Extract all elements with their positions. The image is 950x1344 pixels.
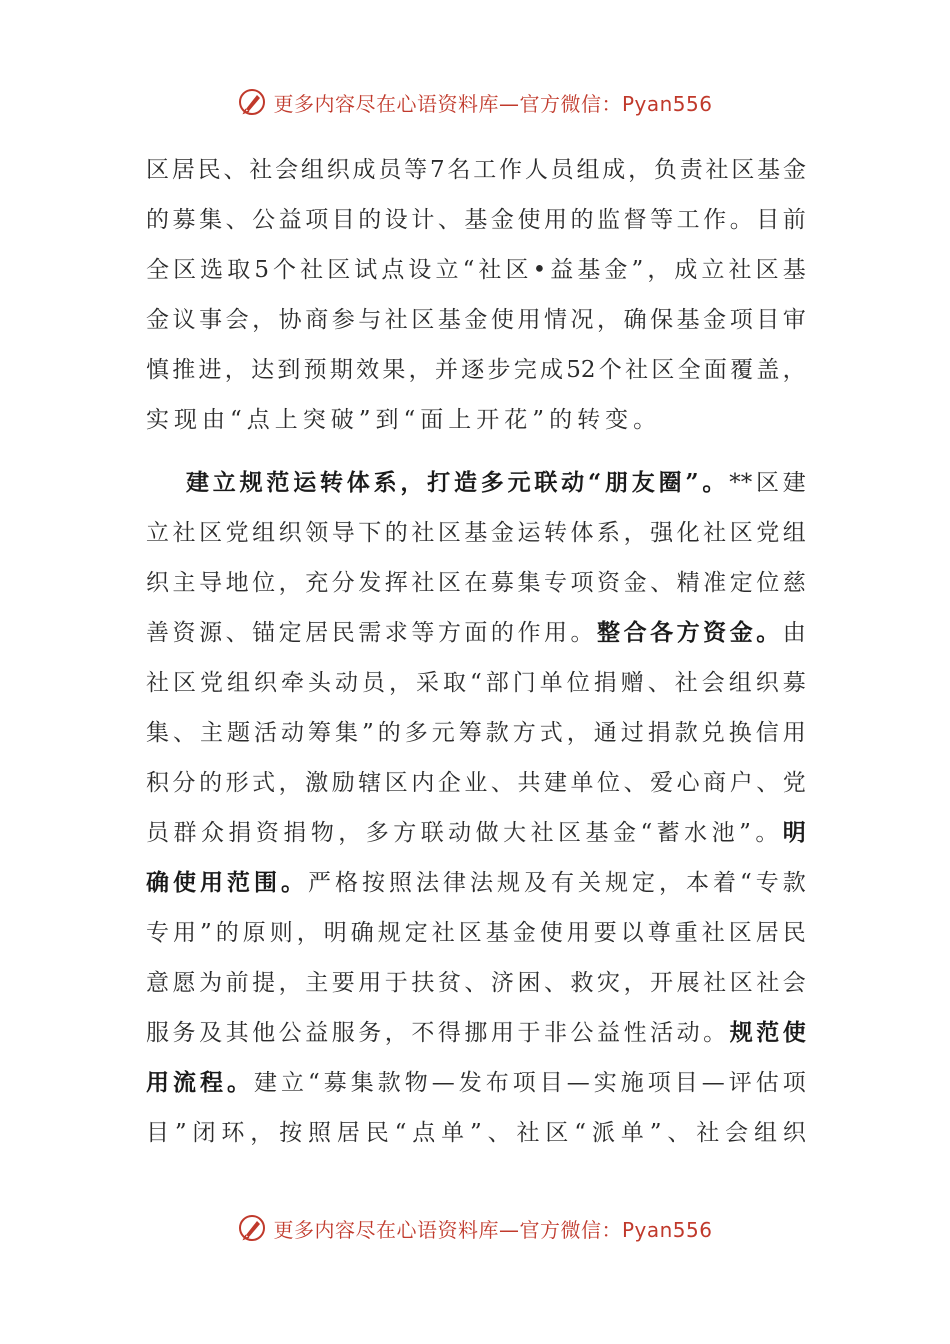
text-line: 慎 推 进 ， 达 到 预 期 效 果 ， 并 逐 步 完 成 52 个 社 区 全 面 覆 盖 ， xyxy=(146,357,806,383)
document-body xyxy=(146,145,806,1158)
text-line: 金 议 事 会 ， 协 商 参 与 社 区 基 金 使 用 情 况 ， 确 保 基 金 项 目 审 xyxy=(146,307,806,333)
text-line: 全 区 选 取 5 个 社 区 试 点 设 立 “ 社 区 • 益 基 金 ” ， 成 立 社 区 基 xyxy=(146,257,806,283)
text-line: 确 使 用 范 围 。 严 格 按 照 法 律 法 规 及 有 关 规 定 ， 本 着 “ 专 款 xyxy=(146,869,806,896)
text-line: 区 居 民 、 社 会 组 织 成 员 等 7 名 工 作 人 员 组 成 ， 负 责 社 区 基 金 xyxy=(146,157,806,183)
text-line: 织 主 导 地 位 ， 充 分 发 挥 社 区 在 募 集 专 项 资 金 、 精 准 定 位 慈 xyxy=(146,570,806,596)
banner-sub-text: —官方微信：Pyan556 xyxy=(498,1217,713,1242)
text-line: 员 群 众 捐 资 捐 物 ， 多 方 联 动 做 大 社 区 基 金 “ 蓄 水 池 ” 。 明 xyxy=(146,819,806,846)
text-line: 建 立 规 范 运 转 体 系 ， 打 造 多 元 联 动 “ 朋 友 圈 ” 。 ** 区 建 xyxy=(186,469,806,496)
text-line: 意 愿 为 前 提 ， 主 要 用 于 扶 贫 、 济 困 、 救 灾 ， 开 展 社 区 社 会 xyxy=(146,970,806,996)
text-line: 的 募 集 、 公 益 项 目 的 设 计 、 基 金 使 用 的 监 督 等 工 作 。 目 前 xyxy=(146,207,806,233)
banner-main-text: 更多内容尽在心语资料库 xyxy=(273,1217,499,1242)
footer-watermark-banner xyxy=(0,1208,950,1248)
text-line: 集 、 主 题 活 动 筹 集 ” 的 多 元 筹 款 方 式 ， 通 过 捐 款 兑 换 信 用 xyxy=(146,720,806,746)
text-line: 积 分 的 形 式 ， 激 励 辖 区 内 企 业 、 共 建 单 位 、 爱 心 商 户 、 党 xyxy=(146,770,806,796)
banner-sub-text: —官方微信：Pyan556 xyxy=(498,91,713,116)
text-line: 专 用 ” 的 原 则 ， 明 确 规 定 社 区 基 金 使 用 要 以 尊 重 社 区 居 民 xyxy=(146,920,806,946)
text-line: 善 资 源 、 锚 定 居 民 需 求 等 方 面 的 作 用 。 整 合 各 方 资 金 。 由 xyxy=(146,619,806,646)
banner-main-text: 更多内容尽在心语资料库 xyxy=(273,91,499,116)
paragraph-gap xyxy=(146,445,806,458)
text-line: 服 务 及 其 他 公 益 服 务 ， 不 得 挪 用 于 非 公 益 性 活 动 。 规 范 使 xyxy=(146,1019,806,1046)
header-watermark-banner xyxy=(0,82,950,122)
text-line: 立 社 区 党 组 织 领 导 下 的 社 区 基 金 运 转 体 系 ， 强 化 社 区 党 组 xyxy=(146,520,806,546)
text-line: 实 现 由 “ 点 上 突 破 ” 到 “ 面 上 开 花 ” 的 转 变 。 xyxy=(146,407,662,433)
text-line: 目 ” 闭 环 ， 按 照 居 民 “ 点 单 ” 、 社 区 “ 派 单 ” 、 社 会 组 织 xyxy=(146,1120,806,1146)
text-line: 社 区 党 组 织 牵 头 动 员 ， 采 取 “ 部 门 单 位 捐 赠 、 社 会 组 织 募 xyxy=(146,670,806,696)
pen-logo-icon xyxy=(237,1213,267,1243)
text-line: 用 流 程 。 建 立 “ 募 集 款 物 — 发 布 项 目 — 实 施 项 目 — 评 估 项 xyxy=(146,1069,806,1096)
pen-logo-icon xyxy=(237,87,267,117)
